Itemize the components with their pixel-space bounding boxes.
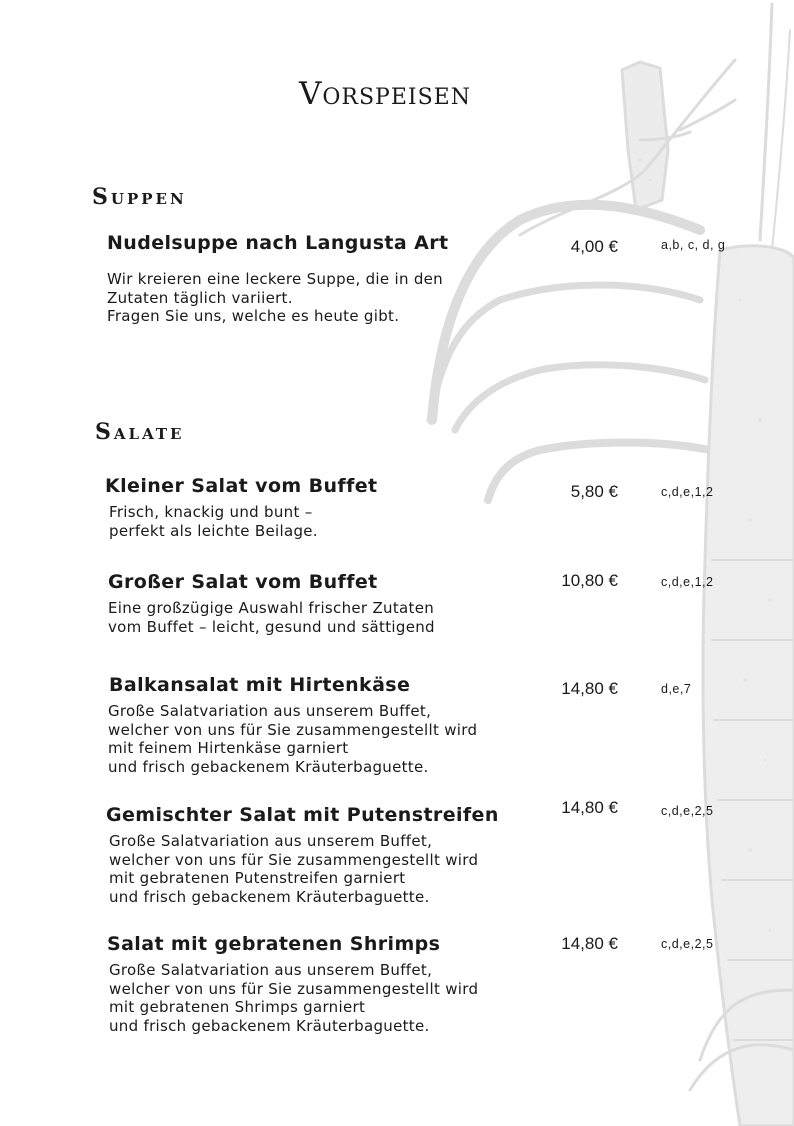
description-line: Große Salatvariation aus unserem Buffet, <box>109 832 433 850</box>
item-price: 10,80 € <box>561 571 618 590</box>
description-line: Große Salatvariation aus unserem Buffet, <box>109 961 433 979</box>
item-price: 14,80 € <box>561 798 618 817</box>
item-name: Balkansalat mit Hirtenkäse <box>109 674 411 696</box>
description-line: und frisch gebackenem Kräuterbaguette. <box>108 757 429 776</box>
item-allergens: c,d,e,2,5 <box>661 937 714 951</box>
description-line: und frisch gebackenem Kräuterbaguette. <box>109 887 430 906</box>
description-line: vom Buffet – leicht, gesund und sättigend <box>108 617 435 636</box>
item-name: Kleiner Salat vom Buffet <box>105 475 378 497</box>
item-name: Gemischter Salat mit Putenstreifen <box>106 804 499 826</box>
description-line: welcher von uns für Sie zusammengestellt wird <box>108 720 478 739</box>
description-line: und frisch gebackenem Kräuterbaguette. <box>109 1016 430 1035</box>
item-description <box>108 702 477 776</box>
item-price: 5,80 € <box>570 482 618 501</box>
description-line: welcher von uns für Sie zusammengestellt wird <box>109 979 479 998</box>
description-line: mit gebratenen Putenstreifen garniert <box>109 869 406 887</box>
description-line: mit feinem Hirtenkäse garniert <box>108 739 349 757</box>
description-line: Eine großzügige Auswahl frischer Zutaten <box>108 599 435 617</box>
item-name: Großer Salat vom Buffet <box>108 571 378 593</box>
description-line: Zutaten täglich variiert. <box>107 288 293 307</box>
item-allergens: c,d,e,1,2 <box>661 485 714 499</box>
item-price: 14,80 € <box>561 934 618 953</box>
section-title-salate: Salate <box>95 419 185 445</box>
item-allergens: c,d,e,2,5 <box>661 804 714 818</box>
item-name: Salat mit gebratenen Shrimps <box>107 933 441 955</box>
item-description <box>107 270 443 326</box>
item-allergens: c,d,e,1,2 <box>661 575 714 589</box>
item-price: 14,80 € <box>561 679 618 698</box>
item-description <box>109 503 318 540</box>
item-description <box>109 961 478 1035</box>
description-line: welcher von uns für Sie zusammengestellt wird <box>109 850 479 869</box>
description-line: Wir kreieren eine leckere Suppe, die in den <box>107 270 443 288</box>
item-description <box>109 832 478 906</box>
item-name: Nudelsuppe nach Langusta Art <box>107 232 449 254</box>
description-line: perfekt als leichte Beilage. <box>109 521 318 540</box>
description-line: mit gebratenen Shrimps garniert <box>109 998 366 1016</box>
page-title: Vorspeisen <box>299 76 471 112</box>
description-line: Große Salatvariation aus unserem Buffet, <box>108 702 432 720</box>
item-description <box>108 599 435 636</box>
description-line: Frisch, knackig und bunt – <box>109 503 313 521</box>
section-title-suppen: Suppen <box>92 184 187 210</box>
item-allergens: d,e,7 <box>661 682 692 696</box>
item-price: 4,00 € <box>570 237 618 256</box>
description-line: Fragen Sie uns, welche es heute gibt. <box>107 307 400 325</box>
item-allergens: a,b, c, d, g <box>661 238 726 252</box>
